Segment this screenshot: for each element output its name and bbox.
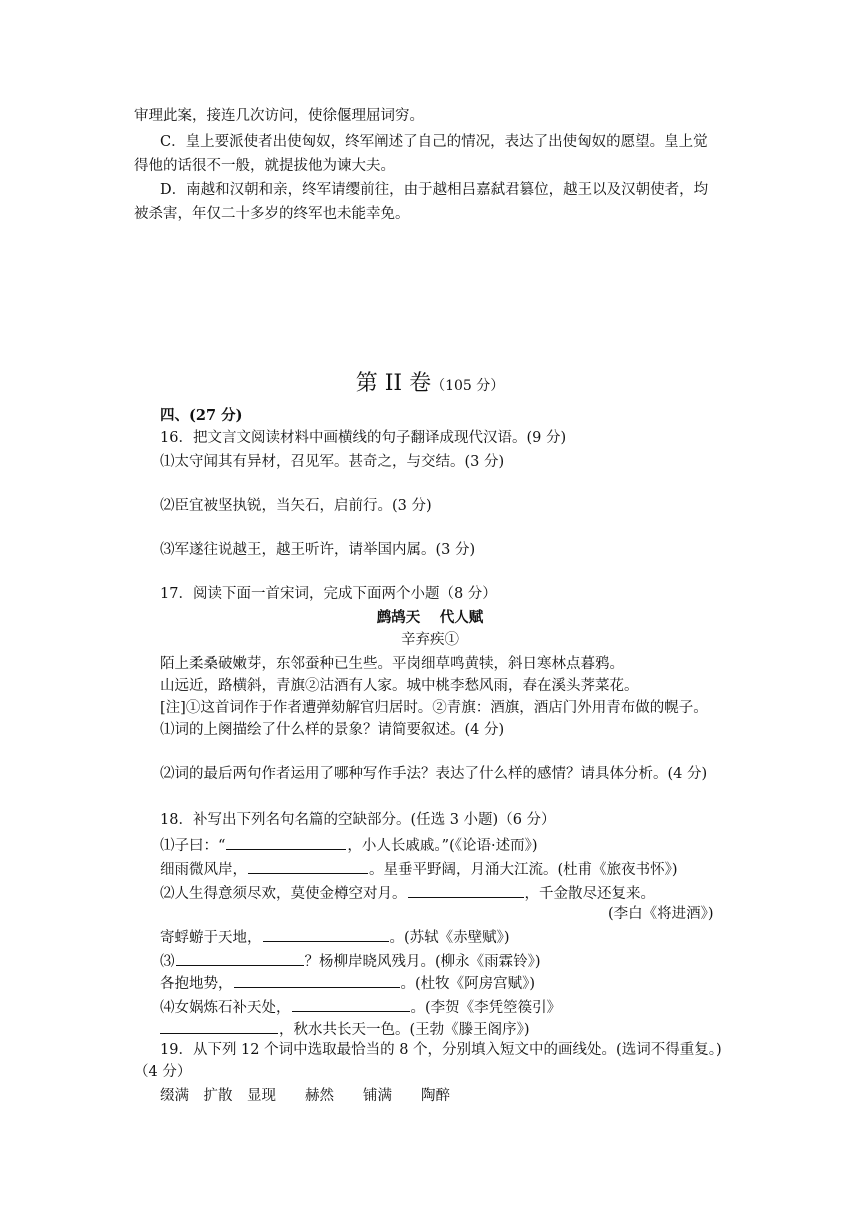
poem-line-1: 陌上柔桑破嫩芽，东邻蚕种已生些。平岗细草鸣黄犊，斜日寒林点暮鸦。 xyxy=(160,656,624,672)
question-18-3b xyxy=(160,972,535,994)
text-segment: 。(李贺《李凭箜篌引》 xyxy=(410,1000,562,1016)
question-18-2 xyxy=(160,882,655,904)
question-19: 19．从下列 12 个词中选取最恰当的 8 个，分别填入短文中的画线处。(选词不得重复。) xyxy=(160,1042,722,1058)
text-segment: 寄蜉蝣于天地， xyxy=(160,930,262,946)
question-18-3 xyxy=(160,950,541,972)
option-c-line2: 得他的话很不一般，就提拔他为谏大夫。 xyxy=(134,158,395,174)
answer-blank[interactable] xyxy=(248,858,368,874)
poem-note: [注]①这首词作于作者遭弹劾解官归居时。②青旗：酒旗，酒店门外用青布做的幌子。 xyxy=(160,700,708,716)
question-16-1: ⑴太守闻其有异材，召见军。甚奇之，与交结。(3 分) xyxy=(160,454,505,470)
text-segment: ⑵人生得意须尽欢，莫使金樽空对月。 xyxy=(160,886,407,902)
question-17: 17．阅读下面一首宋词，完成下面两个小题（8 分） xyxy=(160,586,497,602)
question-17-1: ⑴词的上阕描绘了什么样的景象？请简要叙述。(4 分) xyxy=(160,722,505,738)
question-16-2: ⑵臣宜被坚执锐，当矢石，启前行。(3 分) xyxy=(160,498,432,514)
question-18-2-source: (李白《将进酒》) xyxy=(608,906,714,922)
text-segment: ？杨柳岸晓风残月。(柳永《雨霖铃》) xyxy=(304,954,541,970)
section-score: （105 分） xyxy=(431,378,505,394)
text-segment: ，千金散尽还复来。 xyxy=(524,886,655,902)
part-header: 四、(27 分) xyxy=(160,407,243,424)
answer-blank[interactable] xyxy=(408,882,524,898)
question-18-1 xyxy=(160,834,538,856)
poem-line-2: 山远近，路横斜，青旗②沽酒有人家。城中桃李愁风雨，春在溪头荠菜花。 xyxy=(160,678,639,694)
question-17-2: ⑵词的最后两句作者运用了哪种写作手法？表达了什么样的感情？请具体分析。(4 分) xyxy=(160,766,708,782)
poem-title: 鹧鸪天 代人赋 xyxy=(376,609,484,626)
section-title-text: 第 II 卷 xyxy=(355,371,432,396)
text-segment: ⑴子曰：“ xyxy=(160,838,226,854)
text-line: 审理此案，接连几次访问，使徐偃理屈词穷。 xyxy=(134,108,424,124)
text-segment: ⑷女娲炼石补天处， xyxy=(160,1000,291,1016)
question-16-3: ⑶军遂往说越王，越王听许，请举国内属。(3 分) xyxy=(160,542,476,558)
answer-blank[interactable] xyxy=(160,1018,278,1034)
text-segment: 。(苏轼《赤壁赋》) xyxy=(389,930,510,946)
question-19-score: （4 分） xyxy=(134,1064,192,1080)
text-segment: ，秋水共长天一色。(王勃《滕王阁序》) xyxy=(279,1022,530,1038)
question-18: 18．补写出下列名句名篇的空缺部分。(任选 3 小题)（6 分） xyxy=(160,812,556,828)
question-18-1b xyxy=(160,858,678,880)
text-segment: 细雨微风岸， xyxy=(160,862,247,878)
question-16: 16．把文言文阅读材料中画横线的句子翻译成现代汉语。(9 分) xyxy=(160,430,567,446)
answer-blank[interactable] xyxy=(226,834,346,850)
answer-blank[interactable] xyxy=(176,950,304,966)
text-segment: 各抱地势， xyxy=(160,976,233,992)
option-d-line2: 被杀害，年仅二十多岁的终军也未能幸免。 xyxy=(134,206,410,222)
question-18-2b xyxy=(160,926,510,948)
option-c-line1: C．皇上要派使者出使匈奴，终军阐述了自己的情况，表达了出使匈奴的愿望。皇上觉 xyxy=(160,134,708,150)
option-d-line1: D．南越和汉朝和亲，终军请缨前往，由于越相吕嘉弑君篡位，越王以及汉朝使者，均 xyxy=(160,182,709,198)
answer-blank[interactable] xyxy=(234,972,400,988)
answer-blank[interactable] xyxy=(263,926,389,942)
text-segment: 。(杜牧《阿房宫赋》) xyxy=(400,976,536,992)
question-18-4b xyxy=(160,1018,530,1040)
question-18-4 xyxy=(160,996,561,1018)
answer-blank[interactable] xyxy=(292,996,410,1012)
text-segment: ，小人长戚戚。”(《论语·述而》) xyxy=(347,838,538,854)
poem-author: 辛弃疾① xyxy=(401,632,459,648)
section-title xyxy=(0,370,860,400)
word-bank: 缀满 扩散 显现 赫然 铺满 陶醉 xyxy=(160,1088,450,1104)
text-segment: 。星垂平野阔，月涌大江流。(杜甫《旅夜书怀》) xyxy=(369,862,678,878)
text-segment: ⑶ xyxy=(160,954,175,970)
